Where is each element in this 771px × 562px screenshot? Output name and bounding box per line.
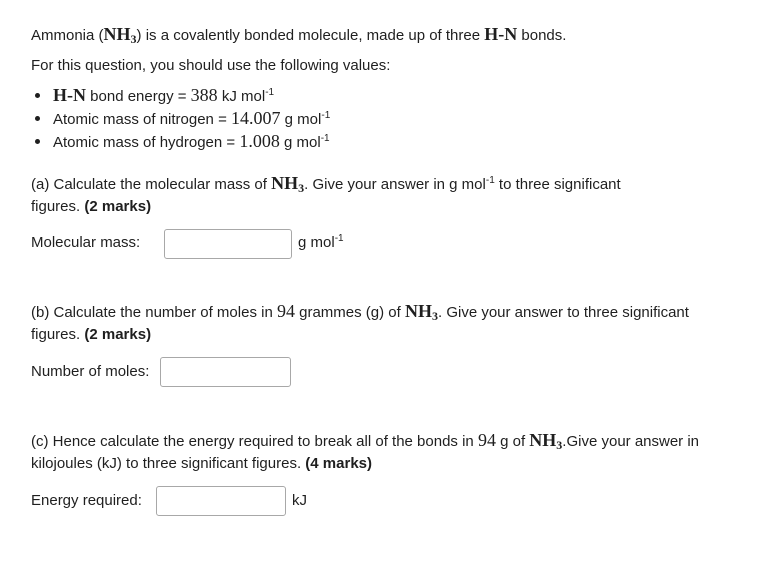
- formula-base: NH: [529, 430, 557, 450]
- question-text: grammes (g) of: [294, 304, 405, 321]
- unit-exponent: -1: [320, 133, 330, 144]
- molecular-mass-label: Molecular mass:: [31, 234, 141, 251]
- value-label: bond energy =: [86, 88, 191, 105]
- question-text: kilojoules (kJ) to three significant figures.: [31, 455, 306, 472]
- formula-subscript: 3: [130, 32, 137, 46]
- question-text: .Give your answer in: [562, 433, 700, 450]
- part-b-question-line2: [31, 325, 151, 345]
- ammonia-formula: [104, 24, 137, 44]
- question-text: . Give your answer to three significant: [437, 304, 689, 321]
- value-number: 14.007: [231, 108, 281, 128]
- bond-formula: H-N: [484, 24, 518, 44]
- bullet-icon: [35, 139, 40, 144]
- bond-name: H-N: [53, 85, 86, 105]
- value-label: Atomic mass of hydrogen =: [53, 134, 240, 151]
- part-c-question-line2: [31, 454, 372, 474]
- formula-subscript: 3: [298, 181, 305, 195]
- mass-number: 94: [477, 430, 496, 450]
- question-text: figures.: [31, 326, 85, 343]
- value-label: Atomic mass of nitrogen =: [53, 111, 231, 128]
- intro-text-start: Ammonia (: [31, 27, 104, 44]
- molecular-mass-input[interactable]: [164, 229, 292, 259]
- question-text: figures.: [31, 198, 85, 215]
- values-intro: For this question, you should use the following values:: [31, 57, 391, 74]
- value-number: 388: [190, 85, 218, 105]
- ammonia-formula: [529, 430, 562, 450]
- bullet-icon: [35, 93, 40, 98]
- unit-exponent: -1: [321, 110, 331, 121]
- values-list: [31, 84, 330, 153]
- list-item: [31, 130, 330, 153]
- energy-required-label: Energy required:: [31, 492, 142, 509]
- marks-label: (2 marks): [84, 198, 152, 215]
- molecular-mass-unit: [298, 233, 344, 253]
- question-text: . Give your answer in g mol: [304, 176, 486, 193]
- unit-exponent: -1: [485, 175, 495, 186]
- unit-text: g mol: [298, 234, 335, 251]
- intro-text-middle: ) is a covalently bonded molecule, made up of three: [136, 27, 485, 44]
- formula-base: NH: [404, 301, 432, 321]
- question-text: (c) Hence calculate the energy required to break all of the bonds in: [31, 433, 478, 450]
- value-unit: g mol: [280, 111, 322, 128]
- bullet-icon: [35, 116, 40, 121]
- unit-exponent: -1: [334, 233, 344, 244]
- energy-unit: kJ: [292, 492, 307, 509]
- part-b-question: [31, 301, 689, 323]
- question-text: (b) Calculate the number of moles in: [31, 304, 277, 321]
- formula-base: NH: [103, 24, 131, 44]
- marks-label: (2 marks): [84, 326, 152, 343]
- part-a-question-line2: [31, 197, 151, 217]
- marks-label: (4 marks): [305, 455, 372, 472]
- formula-subscript: 3: [556, 438, 563, 452]
- value-unit: kJ mol: [217, 88, 266, 105]
- value-unit: g mol: [279, 134, 321, 151]
- formula-base: NH: [271, 173, 299, 193]
- number-of-moles-label: Number of moles:: [31, 363, 150, 380]
- mass-number: 94: [276, 301, 295, 321]
- ammonia-formula: [271, 173, 304, 193]
- question-text: (a) Calculate the molecular mass of: [31, 176, 272, 193]
- number-of-moles-input[interactable]: [160, 357, 291, 387]
- list-item: [31, 107, 330, 130]
- energy-required-input[interactable]: [156, 486, 286, 516]
- intro-text-end: bonds.: [517, 27, 567, 44]
- unit-exponent: -1: [265, 87, 275, 98]
- question-text: to three significant: [494, 176, 621, 193]
- intro-paragraph: [31, 24, 566, 46]
- ammonia-formula: [405, 301, 438, 321]
- formula-subscript: 3: [431, 309, 438, 323]
- value-number: 1.008: [239, 131, 280, 151]
- question-text: g of: [495, 433, 530, 450]
- part-c-question: [31, 430, 699, 452]
- list-item: [31, 84, 330, 107]
- part-a-question: [31, 173, 621, 195]
